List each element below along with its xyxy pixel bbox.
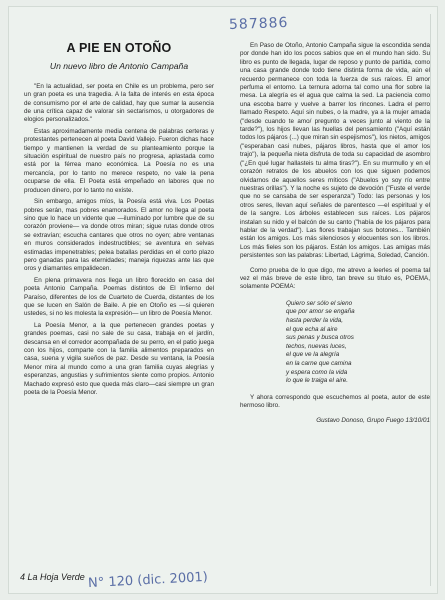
poem-line: el que echa al aire [286, 325, 338, 333]
article-subtitle: Un nuevo libro de Antonio Campaña [49, 61, 189, 72]
paragraph: En Paso de Otoño, Antonio Campaña sigue la escondida senda por donde han ido los pocos sabios que en el mundo han sido. Su libro es punto de llegada, lugar de reposo y punto de partida, como una casa grande donde todo tiene distinta forma de vida, aún el recuerdo permanece con toda la fuerza de sus raíces. El amor perfuma el entorno. La ternura adorna tal como una flor sobre la mesa. La alegría es el agua que calma la sed. La paciencia como una escoba barre y vuelve a barrer los rincones. Ladra el perro llamado Respeto. Aquí sin nubes, o la madre, ya a la mujer amada ("desde cuando te amo/ pregunto a veces junto al viento de la tarde?"), los hijos llevan las huellas del pensamiento ("Aquí están todos los pájaros (...) que miran sin espejismos"), los nietos, amigos ("esperaban casi nubes, pájaros libros, hasta que el amor los trajo"), la pequeña nieta disfruta de toda su capacidad de asombro ("¿En qué lugar hallasteis tu alma tiras?"). En su murmullo y en el corazón retratos de los abuelos con los que siguen podemos olvidarnos de aquellos seres míticos ("Abuelos yo soy río entre nuestras orillas"). Y la noche es sujeto de devoción ("Fuste el verde que no se cansaba de ser esperanza") Todo: las personas y los otros seres, llevan aquí señales de parentesco —el espiritual y el de la sangre. Los árboles establecen sus raíces. Los pájaros instalan su nido y el balcón de su canto ("había de los pájaros para hablar de la verdad"). Las flores trabajan sus botones... También están los amigos. Los más silenciosos y elocuentes son los libros. Los más fieles son los pájaros. Están los amigos. Las amigas más persistentes son las palabras: Libertad, Lágrima, Soledad, Canción. [240, 42, 430, 260]
paragraph: Sin embargo, amigos míos, la Poesía está viva. Los Poetas pobres serán, mas pobres enamorados. El amor no llega al poeta sino que lo hace un vidente que —iluminado por lumbre que de su corazón proviene— va donde otros miran; sigue rutas donde otros se extravían; escucha cantares que otros no oyen; abre ventanas en muros considerados indestructibles; se aventura en selvas estimadas impenetrables; pelea batallas perdidas en el corto plazo pero ganadas para las eternidades; maneja riquezas ante las que oros y diamantes empalidecen. [24, 198, 214, 273]
paragraph: Estas aproximadamente media centena de palabras certeras y protestantes pertenecen al poeta David Vallejo. Fueron dichas hace tiempo y mantienen la verdad de su planteamiento porque la situación espiritual de nuestro país no progresa, aplastada como está por la férrea mano económica. La Poesía no es una mercancía, por lo tanto no merece respeto, no vale la pena ocuparse de ella. El Poeta está empeñado en labores que no producen dinero, por lo tanto no existe. [24, 127, 214, 194]
poem [240, 300, 430, 386]
page-edge [430, 14, 431, 586]
right-column [240, 42, 430, 425]
poem-line: hasta perder la vida, [286, 316, 344, 324]
paragraph: "En la actualidad, ser poeta en Chile es un problema, pero ser un gran poeta es una tragedia. A la falta de interés en esta época de consumismo por el arte de calidad, hay que sumar la ausencia de una crítica capaz de valorar sin sectarismos, u otorgadores de elogios personalizados." [24, 82, 214, 124]
handwritten-catalog-number: 587886 [228, 14, 289, 34]
paragraph: En plena primavera nos llega un libro florecido en casa del poeta Antonio Campaña. Poemas distintos de El Infierno del Paraíso, diferentes de los de Cuarteto de Cuerda, distantes de los que se lucen en Salón de Baile. A pie en Otoño es —si quieren ustedes, si no les molesta la expresión— un libro de Poesía Menor. [24, 276, 214, 318]
poem-line: sus penas y busca otros [286, 334, 354, 342]
poem-line: en la carne que camina [286, 359, 352, 367]
article-title: A PIE EN OTOÑO [66, 41, 172, 55]
poem-line: y espera como la vida [286, 368, 348, 376]
poem-line: Quiero ser sólo el sieno [286, 299, 353, 307]
signature: Gustavo Donoso, Grupo Fuego 13/10/01 [316, 416, 430, 424]
paragraph: La Poesía Menor, a la que pertenecen grandes poetas y grandes poemas, casi no sale de su casa, trabaja en el jardín, descansa en el corredor acompañada de su perro, en el patio juega con los hijos, comparte con la familia alimentos preparados en casa, suena y vigila sueños de paz. Desde su ventana, la Poesía Menor mira al mundo como a una gran familia cuyas alegrías y esperanzas, angustias y sufrimientos siente como propios. Antonio Machado expresó esto que queda más claro—casi siempre un gran poeta de la Poesía Menor. [24, 321, 214, 397]
poem-line: que por amor se engaña [286, 308, 355, 316]
poem-intro: Como prueba de lo que digo, me atrevo a leerles el poema tal vez el más breve de este libro, tan breve su título es, POEMA, solamente POEMA: [240, 266, 430, 291]
left-column [24, 41, 214, 400]
footer-publication: 4 La Hoja Verde [20, 572, 85, 582]
document-page [8, 6, 438, 594]
poem-line: lo que le traiga el aire. [286, 377, 348, 385]
poem-line: el que ve la alegría [286, 351, 340, 359]
handwritten-issue-note: N° 120 (dic. 2001) [87, 569, 209, 592]
poem-line: techos, nuevas luces, [286, 342, 347, 350]
closing-paragraph: Y ahora correspondo que escuchemos al poeta, autor de este hermoso libro. [240, 393, 430, 410]
